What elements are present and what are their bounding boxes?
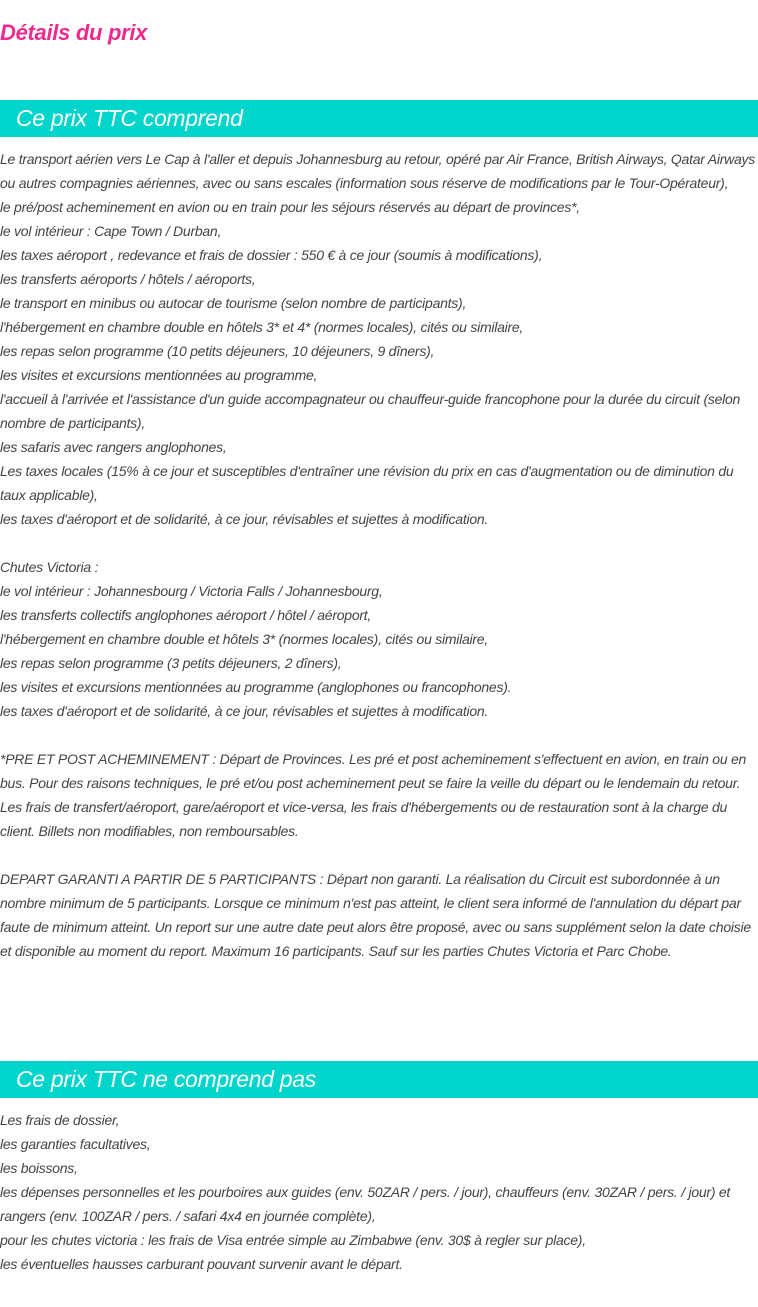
- victoria-item: l'hébergement en chambre double et hôtels 3* (normes locales), cités ou similaire,: [0, 631, 488, 647]
- includes-item: l'hébergement en chambre double en hôtels 3* et 4* (normes locales), cités ou similaire,: [0, 319, 524, 335]
- excludes-item: les garanties facultatives,: [0, 1136, 151, 1152]
- excludes-item: pour les chutes victoria : les frais de Visa entrée simple au Zimbabwe (env. 30$ à regler sur place),: [0, 1232, 586, 1248]
- victoria-item: les taxes d'aéroport et de solidarité, à ce jour, révisables et sujettes à modification.: [0, 703, 489, 719]
- spacer: [0, 843, 758, 867]
- includes-item: les transferts aéroports / hôtels / aéroports,: [0, 271, 256, 287]
- spacer: [0, 531, 758, 555]
- victoria-item: le vol intérieur : Johannesbourg / Victoria Falls / Johannesbourg,: [0, 583, 383, 599]
- includes-item: le vol intérieur : Cape Town / Durban,: [0, 223, 222, 239]
- excludes-item: les boissons,: [0, 1160, 78, 1176]
- includes-item: le transport en minibus ou autocar de tourisme (selon nombre de participants),: [0, 295, 467, 311]
- includes-item: les safaris avec rangers anglophones,: [0, 439, 227, 455]
- excludes-heading: Ce prix TTC ne comprend pas: [0, 1061, 758, 1098]
- page-title: Détails du prix: [0, 20, 148, 45]
- includes-item: les taxes d'aéroport et de solidarité, à ce jour, révisables et sujettes à modification.: [0, 511, 489, 527]
- excludes-section: [0, 1108, 758, 1276]
- victoria-item: les transferts collectifs anglophones aéroport / hôtel / aéroport,: [0, 607, 372, 623]
- excludes-item: Les frais de dossier,: [0, 1112, 120, 1128]
- victoria-title: Chutes Victoria :: [0, 559, 99, 575]
- note-depart-garanti: DEPART GARANTI A PARTIR DE 5 PARTICIPANTS : Départ non garanti. La réalisation du Circuit est subordonnée à un nombre minimum de 5 participants. Lorsque ce minimum n'est pas atteint, le client sera informé de l'annulation du départ par faute de minimum atteint. Un report sur une autre date peut alors être proposé, avec ou sans supplément selon la date choisie et disponible au moment du report. Maximum 16 participants. Sauf sur les parties Chutes Victoria et Parc Chobe.: [0, 871, 751, 959]
- includes-item: Le transport aérien vers Le Cap à l'aller et depuis Johannesburg au retour, opéré par Air France, British Airways, Qatar Airways ou autres compagnies aériennes, avec ou sans escales (information sous réserve de modifications par le Tour-Opérateur),: [0, 151, 756, 191]
- includes-item: les visites et excursions mentionnées au programme,: [0, 367, 318, 383]
- note-acheminement: *PRE ET POST ACHEMINEMENT : Départ de Provinces. Les pré et post acheminement s'effectuent en avion, en train ou en bus. Pour des raisons techniques, le pré et/ou post acheminement peut se faire la veille du départ ou le lendemain du retour. Les frais de transfert/aéroport, gare/aéroport et vice-versa, les frais d'hébergements ou de restauration sont à la charge du client. Billets non modifiables, non remboursables.: [0, 751, 747, 839]
- includes-heading: Ce prix TTC comprend: [0, 100, 758, 137]
- includes-item: Les taxes locales (15% à ce jour et susceptibles d'entraîner une révision du prix en cas d'augmentation ou de diminution du taux applicable),: [0, 463, 734, 503]
- excludes-item: les éventuelles hausses carburant pouvant survenir avant le départ.: [0, 1256, 403, 1272]
- includes-item: le pré/post acheminement en avion ou en train pour les séjours réservés au départ de provinces*,: [0, 199, 580, 215]
- includes-item: les taxes aéroport , redevance et frais de dossier : 550 € à ce jour (soumis à modifications),: [0, 247, 543, 263]
- excludes-item: les dépenses personnelles et les pourboires aux guides (env. 50ZAR / pers. / jour), chauffeurs (env. 30ZAR / pers. / jour) et rangers (env. 100ZAR / pers. / safari 4x4 en journée complète),: [0, 1184, 731, 1224]
- spacer: [0, 723, 758, 747]
- includes-section: [0, 147, 758, 963]
- victoria-item: les repas selon programme (3 petits déjeuners, 2 dîners),: [0, 655, 342, 671]
- includes-item: les repas selon programme (10 petits déjeuners, 10 déjeuners, 9 dîners),: [0, 343, 435, 359]
- includes-item: l'accueil à l'arrivée et l'assistance d'un guide accompagnateur ou chauffeur-guide francophone pour la durée du circuit (selon nombre de participants),: [0, 391, 741, 431]
- victoria-item: les visites et excursions mentionnées au programme (anglophones ou francophones).: [0, 679, 512, 695]
